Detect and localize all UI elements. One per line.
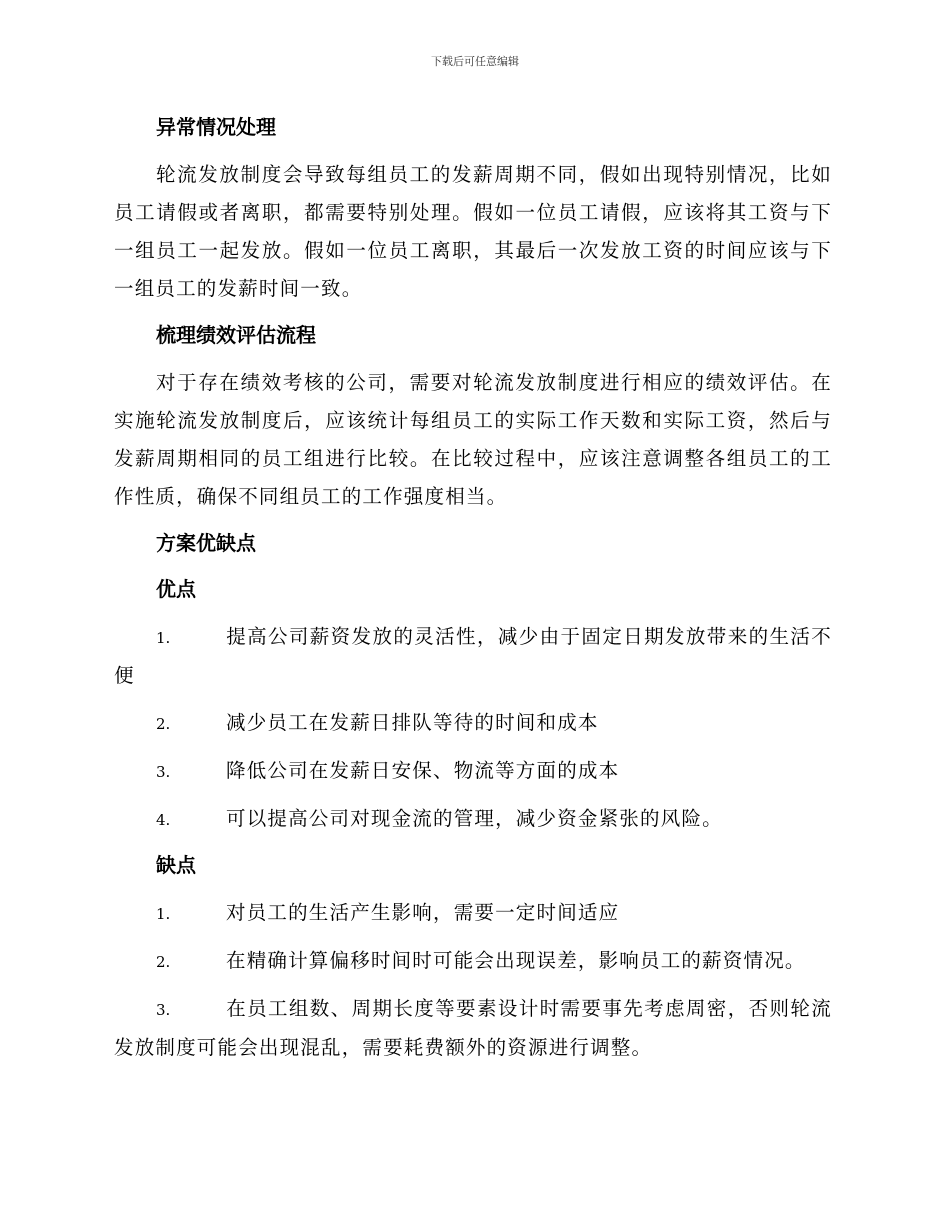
pros-list-item: [114, 618, 832, 695]
list-number: 3.: [156, 1001, 171, 1019]
cons-list-item: [114, 990, 832, 1067]
list-number: 2.: [156, 953, 171, 971]
pros-list-item: [114, 704, 832, 743]
list-item-text: 降低公司在发薪日安保、物流等方面的成本: [226, 759, 620, 782]
list-number: 4.: [156, 811, 171, 829]
list-item-text: 在员工组数、周期长度等要素设计时需要事先考虑周密，否则轮流发放制度可能会出现混乱，需要耗费额外的资源进行调整。: [114, 997, 832, 1059]
section-paragraph-exception: 轮流发放制度会导致每组员工的发薪周期不同，假如出现特别情况，比如员工请假或者离职，都需要特别处理。假如一位员工请假，应该将其工资与下一组员工一起发放。假如一位员工离职，其最后一次发放工资的时间应该与下一组员工的发薪时间一致。: [114, 163, 832, 300]
list-item-text: 对员工的生活产生影响，需要一定时间适应: [226, 901, 620, 924]
cons-list-item: [114, 894, 832, 933]
cons-heading: 缺点: [156, 853, 196, 877]
pros-list-item: [114, 752, 832, 791]
document-body: [114, 110, 832, 1076]
list-number: 3.: [156, 763, 171, 781]
list-number: 1.: [156, 629, 171, 647]
page-header: 下载后可任意编辑: [431, 55, 519, 68]
cons-list-item: [114, 942, 832, 981]
list-number: 2.: [156, 715, 171, 733]
section-paragraph-performance: 对于存在绩效考核的公司，需要对轮流发放制度进行相应的绩效评估。在实施轮流发放制度后，应该统计每组员工的实际工作天数和实际工资，然后与发薪周期相同的员工组进行比较。在比较过程中，应该注意调整各组员工的工作性质，确保不同组员工的工作强度相当。: [114, 371, 832, 508]
pros-list-item: [114, 800, 832, 839]
list-item-text: 减少员工在发薪日排队等待的时间和成本: [226, 711, 599, 734]
pros-cons-title: 方案优缺点: [156, 531, 256, 555]
list-item-text: 可以提高公司对现金流的管理，减少资金紧张的风险。: [226, 807, 723, 830]
section-heading-performance: 梳理绩效评估流程: [156, 323, 316, 347]
section-heading-exception: 异常情况处理: [156, 115, 276, 139]
pros-heading: 优点: [156, 577, 196, 601]
list-item-text: 提高公司薪资发放的灵活性，减少由于固定日期发放带来的生活不便: [114, 625, 832, 687]
list-number: 1.: [156, 905, 171, 923]
list-item-text: 在精确计算偏移时间时可能会出现误差，影响员工的薪资情况。: [226, 949, 806, 972]
